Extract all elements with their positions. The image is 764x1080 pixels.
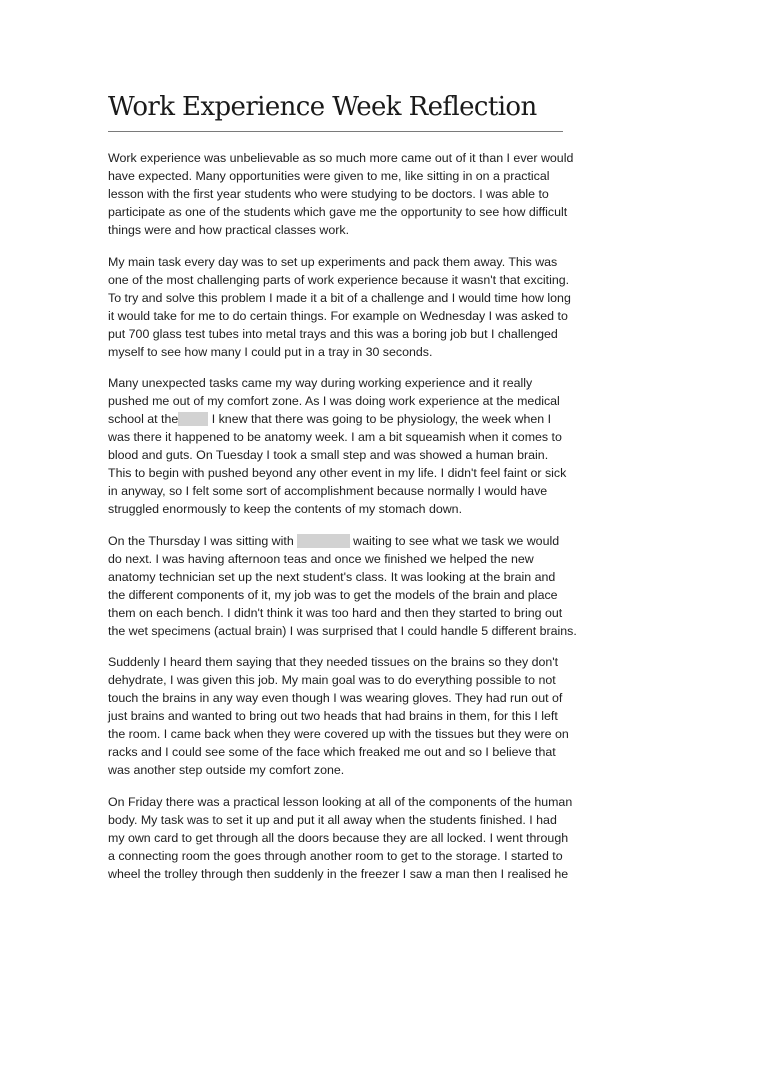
paragraph-2 [108, 253, 571, 361]
text-line: was another step outside my comfort zone. [108, 763, 345, 777]
paragraph-4 [108, 532, 577, 640]
text-line: just brains and wanted to bring out two heads that had brains in them, for this I left [108, 709, 558, 723]
text-line: lesson with the first year students who were studying to be doctors. I was able to [108, 187, 549, 201]
text-line: On Friday there was a practical lesson looking at all of the components of the human [108, 794, 573, 809]
text-segment: school at the [108, 412, 179, 426]
text-line: things were and how practical classes work. [108, 223, 350, 237]
text-line: body. My task was to set it up and put it all away when the students finished. I had [108, 812, 557, 827]
text-segment: I knew that there was going to be physiology, the week when I [211, 412, 552, 426]
text-line: My main task every day was to set up experiments and pack them away. This was [108, 254, 558, 269]
text-line: my own card to get through all the doors because they are all locked. I went through [108, 830, 569, 845]
text-line: do next. I was having afternoon teas and once we finished we helped the new [108, 551, 534, 566]
text-line: Suddenly I heard them saying that they needed tissues on the brains so they don't [108, 655, 559, 669]
text-line: touch the brains in any way even though I was wearing gloves. They had run out of [108, 691, 563, 705]
text-line: dehydrate, I was given this job. My main goal was to do everything possible to not [108, 673, 556, 687]
paragraph-6 [108, 793, 573, 883]
text-line: To try and solve this problem I made it a bit of a challenge and I would time how long [108, 290, 571, 305]
text-line: racks and I could see some of the face which freaked me out and so I believe that [108, 745, 556, 759]
redaction-box [178, 412, 208, 426]
text-line: Work experience was unbelievable as so much more came out of it than I ever would [108, 151, 574, 165]
text-line: blood and guts. On Tuesday I took a small step and was showed a human brain. [108, 448, 549, 462]
text-segment: On the Thursday I was sitting with [108, 533, 294, 548]
text-line: This to begin with pushed beyond any other event in my life. I didn't feel faint or sick [108, 466, 567, 480]
text-line: them on each bench. I didn't think it was too hard and then they started to bring out [108, 605, 563, 620]
text-line: Many unexpected tasks came my way during working experience and it really [108, 376, 533, 390]
paragraph-1 [108, 149, 574, 239]
text-line: put 700 glass test tubes into metal trays and this was a boring job but I challenged [108, 326, 558, 341]
text-line: have expected. Many opportunities were given to me, like sitting in on a practical [108, 169, 550, 183]
text-segment: waiting to see what we task we would [353, 533, 560, 548]
text-line: in anyway, so I felt some sort of accomplishment because normally I would have [108, 484, 548, 498]
text-line-with-redaction [108, 532, 568, 550]
document-body [108, 149, 577, 896]
text-line: wheel the trolley through then suddenly in the freezer I saw a man then I realised he [108, 866, 569, 881]
document-title: Work Experience Week Reflection [108, 92, 537, 122]
redaction-box [297, 534, 350, 548]
text-line: struggled enormously to keep the contents of my stomach down. [108, 502, 463, 516]
text-line: was there it happened to be anatomy week. I am a bit squeamish when it comes to [108, 430, 562, 444]
text-line: myself to see how many I could put in a tray in 30 seconds. [108, 344, 433, 359]
paragraph-3 [108, 374, 568, 518]
text-line: a connecting room the goes through another room to get to the storage. I started to [108, 848, 563, 863]
text-line: the room. I came back when they were covered up with the tissues but they were on [108, 727, 569, 741]
text-line: the wet specimens (actual brain) I was surprised that I could handle 5 different brains. [108, 623, 577, 638]
title-underline [108, 131, 563, 132]
text-line: the different components of it, my job was to get the models of the brain and place [108, 587, 558, 602]
text-line: one of the most challenging parts of work experience because it wasn't that exciting. [108, 272, 570, 287]
paragraph-5 [108, 653, 568, 779]
text-line-with-redaction [108, 410, 568, 428]
text-line: anatomy technician set up the next student's class. It was looking at the brain and [108, 569, 556, 584]
text-line: participate as one of the students which gave me the opportunity to see how difficult [108, 205, 568, 219]
text-line: pushed me out of my comfort zone. As I was doing work experience at the medical [108, 394, 560, 408]
text-line: it would take for me to do certain things. For example on Wednesday I was asked to [108, 308, 568, 323]
